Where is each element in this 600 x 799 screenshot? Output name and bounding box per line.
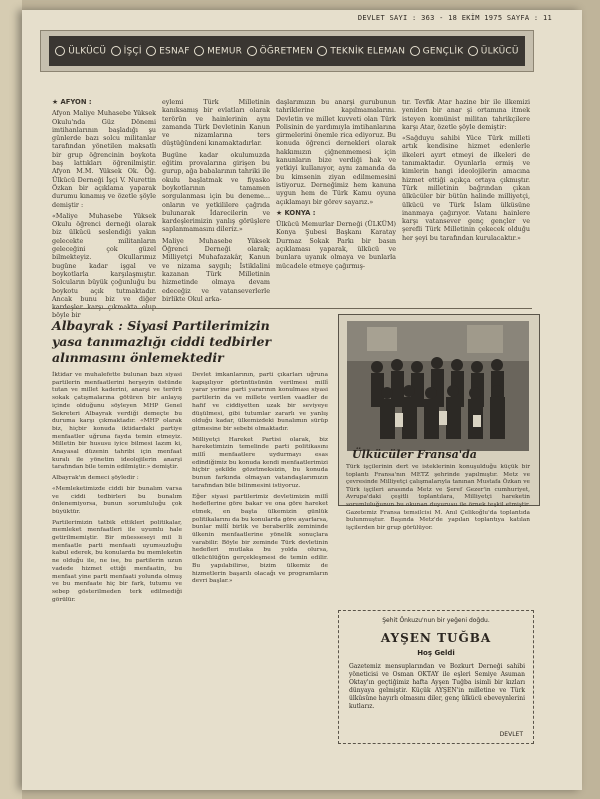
photo-caption-title: Ülkücüler Fransa'da bbox=[352, 448, 477, 461]
paragraph: «Memleketimizde ciddi bir bunalım varsa ve ciddi tedbirleri bu bunalım önlenemiyorsa, bunun sorumluluğu çok büyüktür. bbox=[52, 485, 182, 515]
paragraph: «Sağduyu sahibi Yüce Türk milleti artık kendisine hizmet edenlerle ilkeleri ayırt etmeyi de ilkeleri de tanımaktadır. Oyunlarla ermiş ve kimlerin hangi ideolojilerin amacına hizmet ettiği açıkça ortaya çıkmıştır. Türk milletinin bağrından çıkan ülkücüler bir bütün halinde milliyetçi, ülkücü ve Türk İslam ülküsüne inanmaya çağırıyor. Vatanı hainlere karşı vatansever genç gençler ve şerefli Türk Milletinin çekecek olduğu her şeyi bu tarafından kurulacaktır.» bbox=[402, 134, 530, 242]
subhead-afyon: ★ AFYON : bbox=[52, 98, 92, 106]
announcement-signature: DEVLET bbox=[499, 731, 523, 738]
announcement-body: Gazetemiz mensuplarından ve Bozkurt Derneği sahibi yöneticisi ve Osman OKTAY ile eşleri Semiye Asuman Oktay'ın geçtiğimiz hafta Ayşen Tuğba isimli bir kızları dünyaya gelmiştir. Küçük AYŞEN'in milletine ve Türk ülküsüne hayırlı olmasını diler, genç ülkücü ebeveynlerini kutlarız. bbox=[349, 663, 525, 710]
paragraph: daşlarımızın bu anarşi gurubunun tahriklerine kapılmamalarını. Devletin ve millet kuvveti olan Türk Polisinin de yardımıyla imtihanlarına girmelerini önemle rica ediyoruz. Bu konuda öğrenci dernekleri olarak hakkımızın çiğnenmemesi için kanunların bize verdiği hak ve yetkiyi kullanıyor, aynı zamanda da bu kimsenin ziyan edilmemesini istiyoruz. Derneğimiz hem kanuna uygun hem de Türk Kamu oyuna açıklamayı bir görev sayarız.» bbox=[276, 98, 396, 206]
column-albayrak-2 bbox=[192, 372, 328, 589]
column-konya-continued bbox=[402, 98, 530, 245]
paragraph: Milliyetçi Hareket Partisi olarak, biz hareketimizin temelinde parti politikasını millî menfaatlere uydurmayı esas edindiğimiz bu konuda kendi menfaatlerimizi hiçbir şekilde gözetmeksizin, bu konuda bunun farkında olmayan vatandaşlarımızın tarafından bile bilinmesini istiyoruz. bbox=[192, 436, 328, 489]
paragraph: Ülkücü Memurlar Derneği (ÜLKÜM) Konya Şubesi Başkanı Karatay Durmaz Sokak Parkı bir basın açıklaması yaparak, ülkücü ve bunlara uyanık olmaya ve bunlarla mücadele etmeye çağırmış- bbox=[276, 220, 396, 270]
banner-item-teknik-eleman: TEKNİK ELEMAN bbox=[317, 46, 405, 57]
announcement-intro: Şehit Önkuzu'nun bir yeğeni doğdu. bbox=[382, 617, 490, 624]
column-afyon-continued bbox=[162, 98, 270, 306]
paragraph: Maliye Muhasebe Yüksek Öğrenci Derneği olarak; Milliyetçi Muhafazakâr, Kanun ve nizama saygılı; İstiklalini kazanan Türk Milletinin hizmetinde olmaya devam edeceğiz ve vatanseverlerle birlikte Okul arka- bbox=[162, 236, 270, 303]
announcement-name: AYŞEN TUĞBA bbox=[380, 631, 492, 645]
banner-item-esnaf: ESNAF bbox=[146, 46, 189, 57]
banner-item-memur: MEMUR bbox=[194, 46, 242, 57]
birth-announcement bbox=[338, 610, 534, 744]
adjacent-page-edge bbox=[0, 0, 22, 799]
paragraph: Albayrak'ın demeci şöyledir : bbox=[52, 475, 139, 482]
article-headline: Albayrak : Siyasi Partilerimizin yasa tanımazlığı ciddi tedbirler alınmasını önlemektedir bbox=[52, 318, 272, 365]
banner-item-isci: İŞÇİ bbox=[111, 46, 142, 57]
banner-item-ulkucu-end: ÜLKÜCÜ bbox=[468, 46, 519, 57]
column-konya bbox=[276, 98, 396, 273]
banner-item-ulkucu: ÜLKÜCÜ bbox=[55, 46, 106, 57]
divider bbox=[52, 308, 532, 309]
paragraph: Eğer siyasi partilerimiz devletimizin millî hedeflerine göre bakar ve ona göre hareket etmek, en başta ülkemizin günlük politikalarını da bu konularda göre ayarlarsa, bunlar millî birlik ve beraberlik zemininde ülkenin menfaatlerine yönelik sonuçlara varabilir. Böyle bir zeminde Türk devletinin hedefleri mutlaka bu yolda olursa, ülkücülüğün gerçekleşmesi de temin edilir. Bu yapılabilirse, bizim ülkemiz de hizmetlerin başarılı olacağı ve programların devri başlar.» bbox=[192, 493, 329, 585]
section-banner bbox=[40, 30, 534, 72]
paragraph: Devlet imkanlarının, parti çıkarları uğruna kapışılıyor görüntüsünün verilmesi millî yarar yerine parti yararının konulması siyasi partilerin da ve millete verilen vaadler de hafif ve ciddiyetten uzak bir seviyeye düşülmesi, gibi tutumlar zararlı ve yanlış olduğu kadar, ülkemizdeki bunalımın sürüp gitmesine bir sebebi olmaktadır. bbox=[192, 372, 328, 432]
paragraph: tır. Tevfik Atar hazine bir ile ilkemizi yeniden bir anar şi ortamına itmek isteyen komünist militan tahrikçilere karşı Atar, özetle şöyle demiştir: bbox=[402, 98, 530, 131]
paragraph: eylemi Türk Milletinin kanıksamış bir evlatları olarak terörün ve hainlerinin aynı zamanda Türk Devletinin Kanun ve nizamlarına ters düştüğündeni kınamaktadırlar. bbox=[162, 98, 270, 148]
paragraph: Afyon Maliye Muhasebe Yüksek Okulu'nda Güz Dönemi imtihanlarının başladığı şu günlerde bazı solcu militanlar tarafından yönetilen maksatlı bir grup öğrencinin boykota baş lattıkları öğrenilmiştir. Afyon M.M. Yüksek Ok. Öğ. Ülkücü Derneği İşçi V. Nurettin Özkan bir açıklama yaparak durumu kınamış ve özetle şöyle demiştir : bbox=[52, 109, 156, 209]
paragraph: İktidar ve muhalefette bulunan bazı siyasi partilerin menfaatlerini herşeyin üstünde tutan ve millet kaderini, anarşi ve terörü sokak çatışmalarına götüren bir anlayış içinde olduğunu söyleyen MHP Genel Sekreteri Albayrak verdiği demeçte bu duruma karşı çıkmaktadır. «MHP olarak biz, hiçbir konuda iktidardaki partiye menfaatler uğruna fayda temin etmeyiz. Milletin bir hususu iyice bilmesi lazım ki, Anayasal düzenin tahribi için menfaat kuralı ile yönetim ideolojilerin anarşi tarafından bile temin edilmiştir.» demiştir. bbox=[52, 372, 182, 471]
photo-caption-body: Türk işçilerinin dert ve isteklerinin konuşulduğu küçük bir toplantı Fransa'nın METZ şehrinde yapılmıştır. Metz ve çevresinde Milliyetçi çalışmalarıyla tanınan Mustafa Özkan ve Türk işçileri arasında Metz ve Şeref Gezer'in cumhuriyet, Avrupa'daki çeşitli toplantılara, Milliyetçi hareketin sorumluluğunun bu okunan duyurusu ile örnek teşkil etmiştir. Gazetemiz Fransa temsilcisi M. Anıl Çelikoğlu'da toplantıda bulunmuştur. Başında Metz'de yapılan toplantıya katılan işçilerden bir grup görülüyor. bbox=[346, 464, 530, 531]
column-albayrak-1 bbox=[52, 372, 182, 607]
paragraph: Partilerimizin tatbik ettikleri politikalar, memleket menfaatleri ile uyumlu hale getirilmemiştir. Bir müesseseyi mil li menfaatle parti menfaati uyumsuzluğu kabul ederek, bu konularda bu memleketin ne olduğu ile, ne ise, bu partilerin uzun vadede hizmet ettiği menfaatin, bu menfaat yine parti menfaati yolunda olmuş ve bu menfaate hiç bir fark, tutumu ve sebep gösterilmeden terk edilmediği görülür. bbox=[52, 519, 182, 603]
paragraph: «Maliye Muhasebe Yüksek Okulu öğrenci derneği olarak biz ülkücü seslendiği yakın gelecekte militanların geleceğini çok güzel bilmekteyiz. Okullarımız bugüne kadar işgal ve boykotlarla karşılaşmıştır. Solcuların büyük çoğunluğu bu boykotu açık tutmaktadır. Ancak bunu biz ve diğer böyle bir bbox=[52, 211, 156, 320]
banner-item-ogretmen: ÖĞRETMEN bbox=[247, 46, 313, 57]
group-photo bbox=[347, 321, 529, 451]
subhead-konya: ★ KONYA : bbox=[276, 208, 316, 217]
group-photo-image bbox=[347, 321, 529, 451]
banner-item-genclik: GENÇLİK bbox=[410, 46, 464, 57]
paragraph: Bugüne kadar okulumuzda eğitim provalarına girişen bu gurup, ağa babalarının tahriki ile okulu başlatmak ve fiyasko boykotlarının tamamen sorgulanması için bu deneme... onların ve yetkililere çağrıda bulunarak İdarecilerin ve kardeşlerimizin yanlış görüşlere saplanmamasını dileriz.» bbox=[162, 150, 270, 234]
column-afyon bbox=[52, 98, 156, 323]
announcement-subtitle: Hoş Geldi bbox=[417, 649, 455, 657]
page-header: DEVLET SAYI : 363 - 18 EKİM 1975 SAYFA : 11 bbox=[357, 14, 552, 22]
banner-strip bbox=[49, 36, 525, 66]
